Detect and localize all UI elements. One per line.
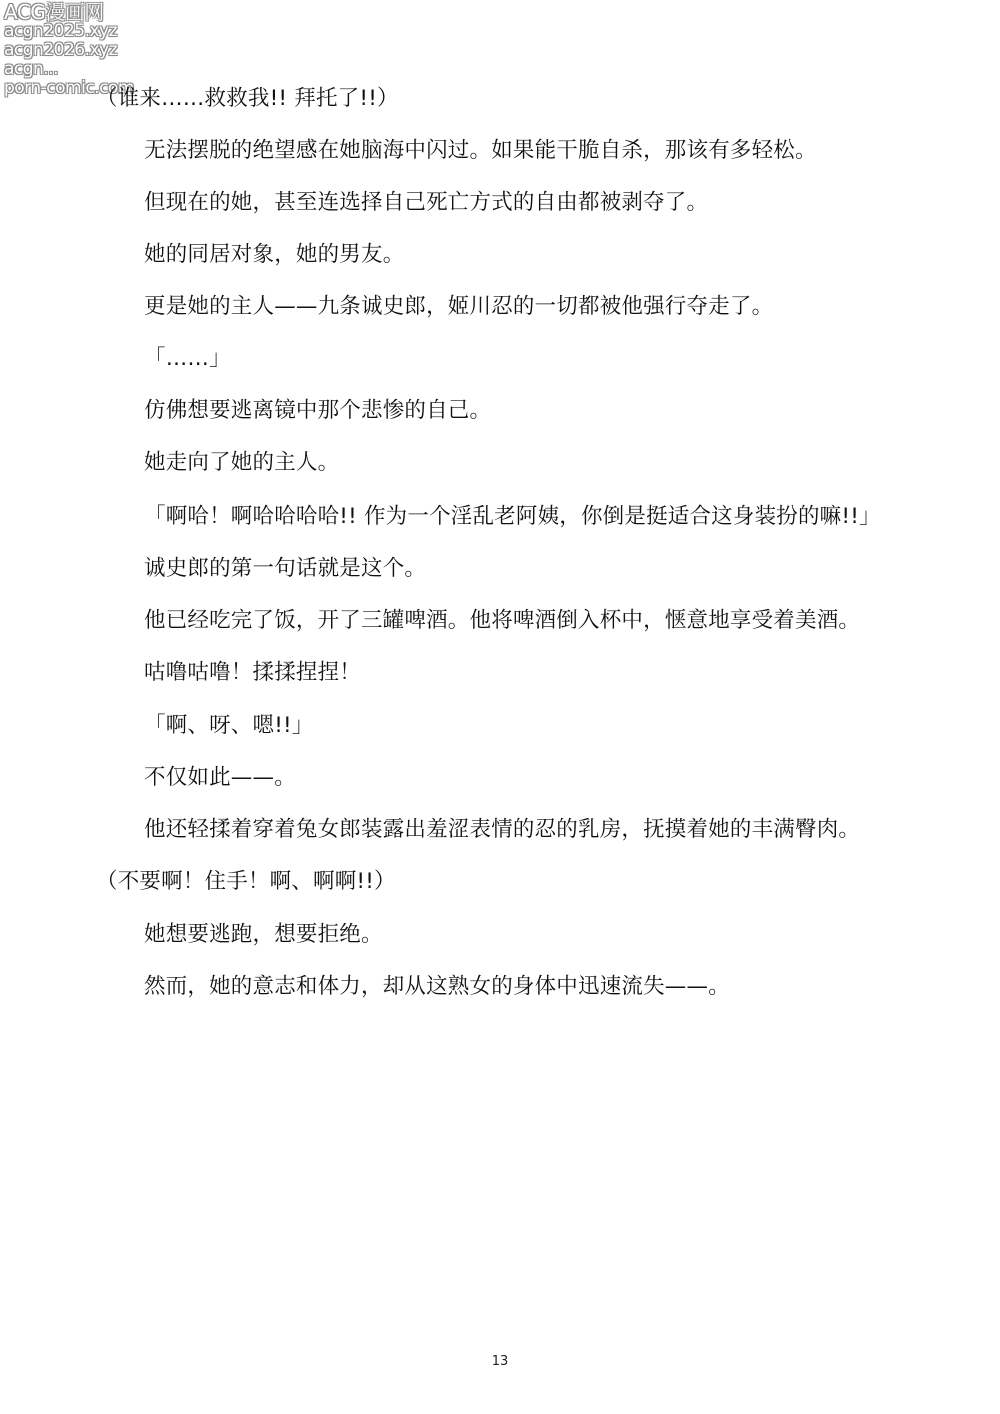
paragraph: 但现在的她，甚至连选择自己死亡方式的自由都被剥夺了。 bbox=[144, 190, 709, 215]
paragraph: 「啊、呀、嗯!!」 bbox=[144, 713, 314, 738]
paragraph: 她的同居对象，她的男友。 bbox=[144, 242, 405, 267]
paragraph: 咕噜咕噜！揉揉捏捏！ bbox=[144, 660, 362, 685]
paragraph: 「……」 bbox=[144, 346, 231, 371]
paragraph: （不要啊！住手！啊、啊啊!!） bbox=[96, 869, 396, 894]
paragraph: 她走向了她的主人。 bbox=[144, 450, 340, 475]
paragraph: 无法摆脱的绝望感在她脑海中闪过。如果能干脆自杀，那该有多轻松。 bbox=[144, 138, 817, 163]
paragraph: 他已经吃完了饭，开了三罐啤酒。他将啤酒倒入杯中，惬意地享受着美酒。 bbox=[144, 608, 861, 633]
paragraph: 不仅如此——。 bbox=[144, 765, 296, 790]
paragraph: 他还轻揉着穿着兔女郎装露出羞涩表情的忍的乳房，抚摸着她的丰满臀肉。 bbox=[144, 817, 861, 842]
watermark-line: ACG漫画网 bbox=[4, 0, 104, 24]
paragraph: 诚史郎的第一句话就是这个。 bbox=[144, 556, 427, 581]
watermark-line: acgn2025.xyz bbox=[4, 21, 118, 41]
paragraph: 仿佛想要逃离镜中那个悲惨的自己。 bbox=[144, 398, 492, 423]
paragraph: 「啊哈！啊哈哈哈哈!! 作为一个淫乱老阿姨，你倒是挺适合这身装扮的嘛!!」 bbox=[144, 504, 881, 529]
watermark-line: acgn2026.xyz bbox=[4, 40, 118, 60]
paragraph: 然而，她的意志和体力，却从这熟女的身体中迅速流失——。 bbox=[144, 974, 730, 999]
paragraph: 更是她的主人——九条诚史郎，姬川忍的一切都被他强行夺走了。 bbox=[144, 294, 774, 319]
paragraph: 她想要逃跑，想要拒绝。 bbox=[144, 922, 383, 947]
page-number: 13 bbox=[491, 1354, 509, 1369]
watermark-line: porn-comic.com bbox=[4, 78, 134, 98]
paragraph: （谁来……救救我!! 拜托了!!） bbox=[96, 86, 399, 111]
watermark-line: acgn... bbox=[4, 59, 59, 79]
